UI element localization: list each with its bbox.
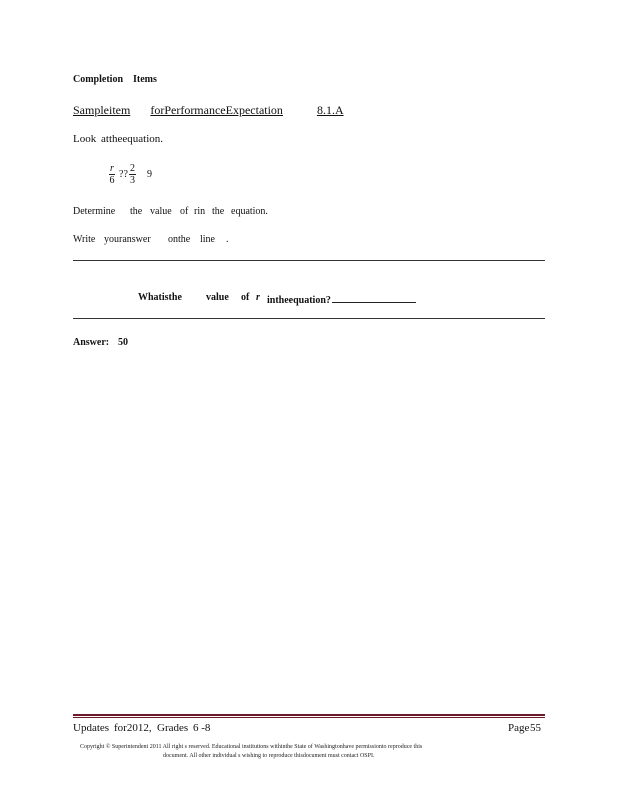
copyright-line-2: document. All other individual s wishing to reproduce thisdocument must contact OSPI. bbox=[163, 753, 375, 759]
question-whatisthe: Whatisthe bbox=[138, 292, 182, 303]
equation-operator: ?? bbox=[119, 169, 128, 180]
question-variable: r bbox=[256, 292, 260, 303]
footer-year: for2012, bbox=[114, 722, 152, 734]
equation-rhs: 9 bbox=[147, 169, 152, 180]
footer-grades: Grades bbox=[157, 722, 189, 734]
footer-page-label: Page bbox=[508, 722, 530, 734]
footer-rule-thin bbox=[73, 717, 545, 718]
instruction-word: line bbox=[200, 234, 215, 245]
answer-line[interactable] bbox=[332, 292, 416, 303]
instruction-word: onthe bbox=[168, 234, 191, 245]
fraction-r-over-6 bbox=[109, 163, 115, 186]
question-word: of bbox=[241, 292, 250, 303]
instruction-word: value bbox=[150, 206, 172, 217]
instruction-write: Write bbox=[73, 234, 96, 245]
fraction-denominator: 6 bbox=[109, 175, 115, 186]
footer-rule-thick bbox=[73, 714, 545, 716]
question-word: value bbox=[206, 292, 229, 303]
prompt-equation: attheequation. bbox=[101, 133, 164, 145]
divider-top bbox=[73, 260, 545, 261]
instruction-word: rin bbox=[194, 206, 206, 217]
divider-bottom bbox=[73, 318, 545, 319]
section-title-part2: forPerformanceExpectation bbox=[150, 103, 283, 117]
instruction-word: of bbox=[180, 206, 189, 217]
heading-items: Items bbox=[133, 74, 157, 85]
question-prompt bbox=[267, 292, 416, 306]
section-title-part1: Sampleitem bbox=[73, 103, 131, 117]
fraction-2-over-3 bbox=[129, 163, 136, 186]
instruction-word: youranswer bbox=[104, 234, 151, 245]
copyright-line-1: Copyright © Superintendent 2011 All right s reserved. Educational institutions withinthe State of Washingtonhave permissionto reproduce this bbox=[80, 744, 423, 750]
prompt-look: Look bbox=[73, 133, 97, 145]
fraction-numerator: r bbox=[110, 163, 114, 174]
footer-updates: Updates bbox=[73, 722, 110, 734]
fraction-denominator: 3 bbox=[130, 175, 135, 186]
instruction-word: . bbox=[226, 234, 229, 245]
footer-grade-range: 6 -8 bbox=[193, 722, 211, 734]
instruction-determine: Determine bbox=[73, 206, 116, 217]
footer-page-number: 55 bbox=[530, 722, 541, 734]
heading-completion: Completion bbox=[73, 74, 123, 85]
answer-label: Answer: bbox=[73, 337, 110, 348]
fraction-numerator: 2 bbox=[130, 163, 135, 174]
answer-value: 50 bbox=[118, 337, 128, 348]
instruction-word: equation. bbox=[231, 206, 268, 217]
section-title bbox=[73, 103, 358, 118]
question-word: intheequation? bbox=[267, 295, 331, 306]
section-title-part3: 8.1.A bbox=[316, 103, 344, 117]
instruction-word: the bbox=[130, 206, 143, 217]
instruction-word: the bbox=[212, 206, 225, 217]
